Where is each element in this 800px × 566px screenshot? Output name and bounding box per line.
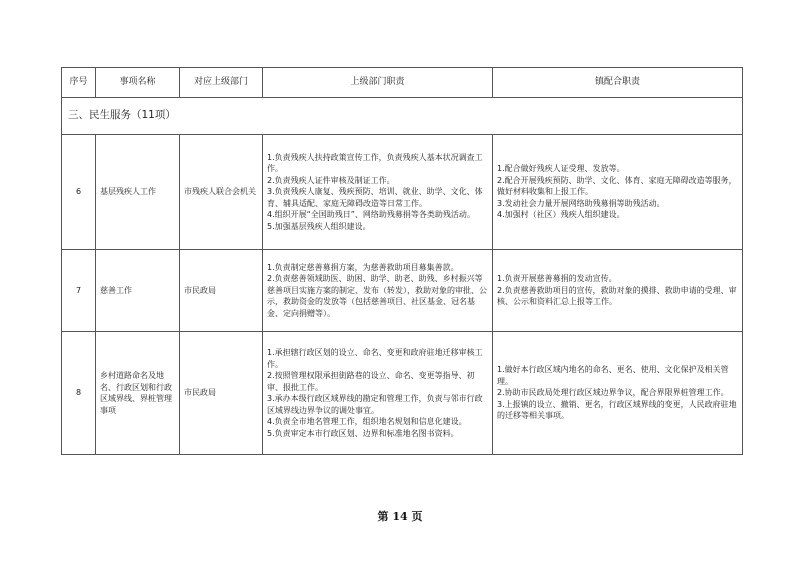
duty-line: 5.加强基层残疾人组织建设。 <box>267 221 371 231</box>
duty-line: 3.承办本级行政区域界线的勘定和管理工作，负责与邻市行政区域界线边界争议的调处事宜。 <box>267 394 483 415</box>
row-item-name: 乡村道路命名及地名、行政区划和行政区域界线、界桩管理事项 <box>96 332 180 455</box>
duty-line: 1.配合做好残疾人证受理、发放等。 <box>497 164 625 174</box>
duty-line: 2.协助市民政局处理行政区域边界争议，配合界限界桩管理工作。 <box>497 388 729 398</box>
row-num: 7 <box>62 250 96 332</box>
duty-table <box>61 67 743 455</box>
page-number: 第 14 页 <box>377 510 423 523</box>
row-town-duties <box>493 332 743 455</box>
row-upper-duties <box>263 250 493 332</box>
header-item-name: 事项名称 <box>96 68 180 98</box>
table-row <box>62 250 743 332</box>
row-upper-duties <box>263 135 493 250</box>
row-upper-dept: 市残疾人联合会机关 <box>180 135 263 250</box>
duty-line: 3.负责残疾人康复、残疾预防、培训、就业、助学、文化、体育、辅具适配、家庭无障碍改造等日常工作。 <box>267 187 483 208</box>
table-header-row <box>62 68 743 98</box>
row-item-name: 基层残疾人工作 <box>96 135 180 250</box>
duty-line: 2.配合开展残疾预防、助学、文化、体育、家庭无障碍改造等服务，做好材料收集和上报工作。 <box>497 175 737 197</box>
table-row <box>62 332 743 455</box>
duty-line: 5.负责审定本市行政区划、边界和标准地名图书资料。 <box>267 428 459 438</box>
row-item-name: 慈善工作 <box>96 250 180 332</box>
duty-line: 1.负责残疾人扶持政策宣传工作，负责残疾人基本状况调查工作。 <box>267 152 483 174</box>
row-num: 8 <box>62 332 96 455</box>
header-town-duties: 镇配合职责 <box>493 68 743 98</box>
duty-line: 4.负责全市地名管理工作，组织地名规划和信息化建设。 <box>267 417 467 426</box>
header-num: 序号 <box>62 68 96 98</box>
duty-line: 1.负责开展慈善募捐的发动宣传。 <box>497 274 617 284</box>
duty-line: 3.发动社会力量开展网络助残募捐等助残活动。 <box>497 198 665 208</box>
duty-line: 1.承担辖行政区划的设立、命名、变更和政府驻地迁移审核工作。 <box>267 348 483 369</box>
duty-line: 2.负责慈善救助项目的宣传，救助对象的摸排、救助申请的受理、审核、公示和资料汇总上报等工作。 <box>497 285 737 307</box>
duty-line: 4.加强村（社区）残疾人组织建设。 <box>497 210 625 220</box>
duty-line: 3.上报镇的设立、撤销、更名，行政区域界线的变更，人民政府驻地的迁移等相关事项。 <box>497 399 737 421</box>
duty-line: 1.做好本行政区域内地名的命名、更名、使用、文化保护及相关管理。 <box>497 365 729 386</box>
header-upper-duties: 上级部门职责 <box>263 68 493 98</box>
section-title: 三、民生服务（11项） <box>62 98 743 135</box>
row-town-duties <box>493 135 743 250</box>
row-num: 6 <box>62 135 96 250</box>
table-row <box>62 135 743 250</box>
row-upper-duties <box>263 332 493 455</box>
duty-line: 2.负责慈善领域助医、助困、助学、助老、助残、乡村振兴等慈善项目实施方案的制定、发布（转发），救助对象的审批、公示，救助资金的发放等（包括慈善项目、社区基金、冠名基金、定向捐赠等）。 <box>267 274 487 318</box>
section-row <box>62 98 743 135</box>
header-upper-dept: 对应上级部门 <box>180 68 263 98</box>
duty-line: 4.组织开展“全国助残日”、网络助残募捐等各类助残活动。 <box>267 210 475 220</box>
duty-line: 1.负责制定慈善募捐方案，为慈善救助项目募集善款。 <box>267 262 459 272</box>
duty-line: 2.按照管理权限承担街路巷的设立、命名、变更等指导、初审、报批工作。 <box>267 371 475 392</box>
row-upper-dept: 市民政局 <box>180 250 263 332</box>
row-town-duties <box>493 250 743 332</box>
row-upper-dept: 市民政局 <box>180 332 263 455</box>
duty-line: 2.负责残疾人证件审核及制证工作。 <box>267 175 395 185</box>
